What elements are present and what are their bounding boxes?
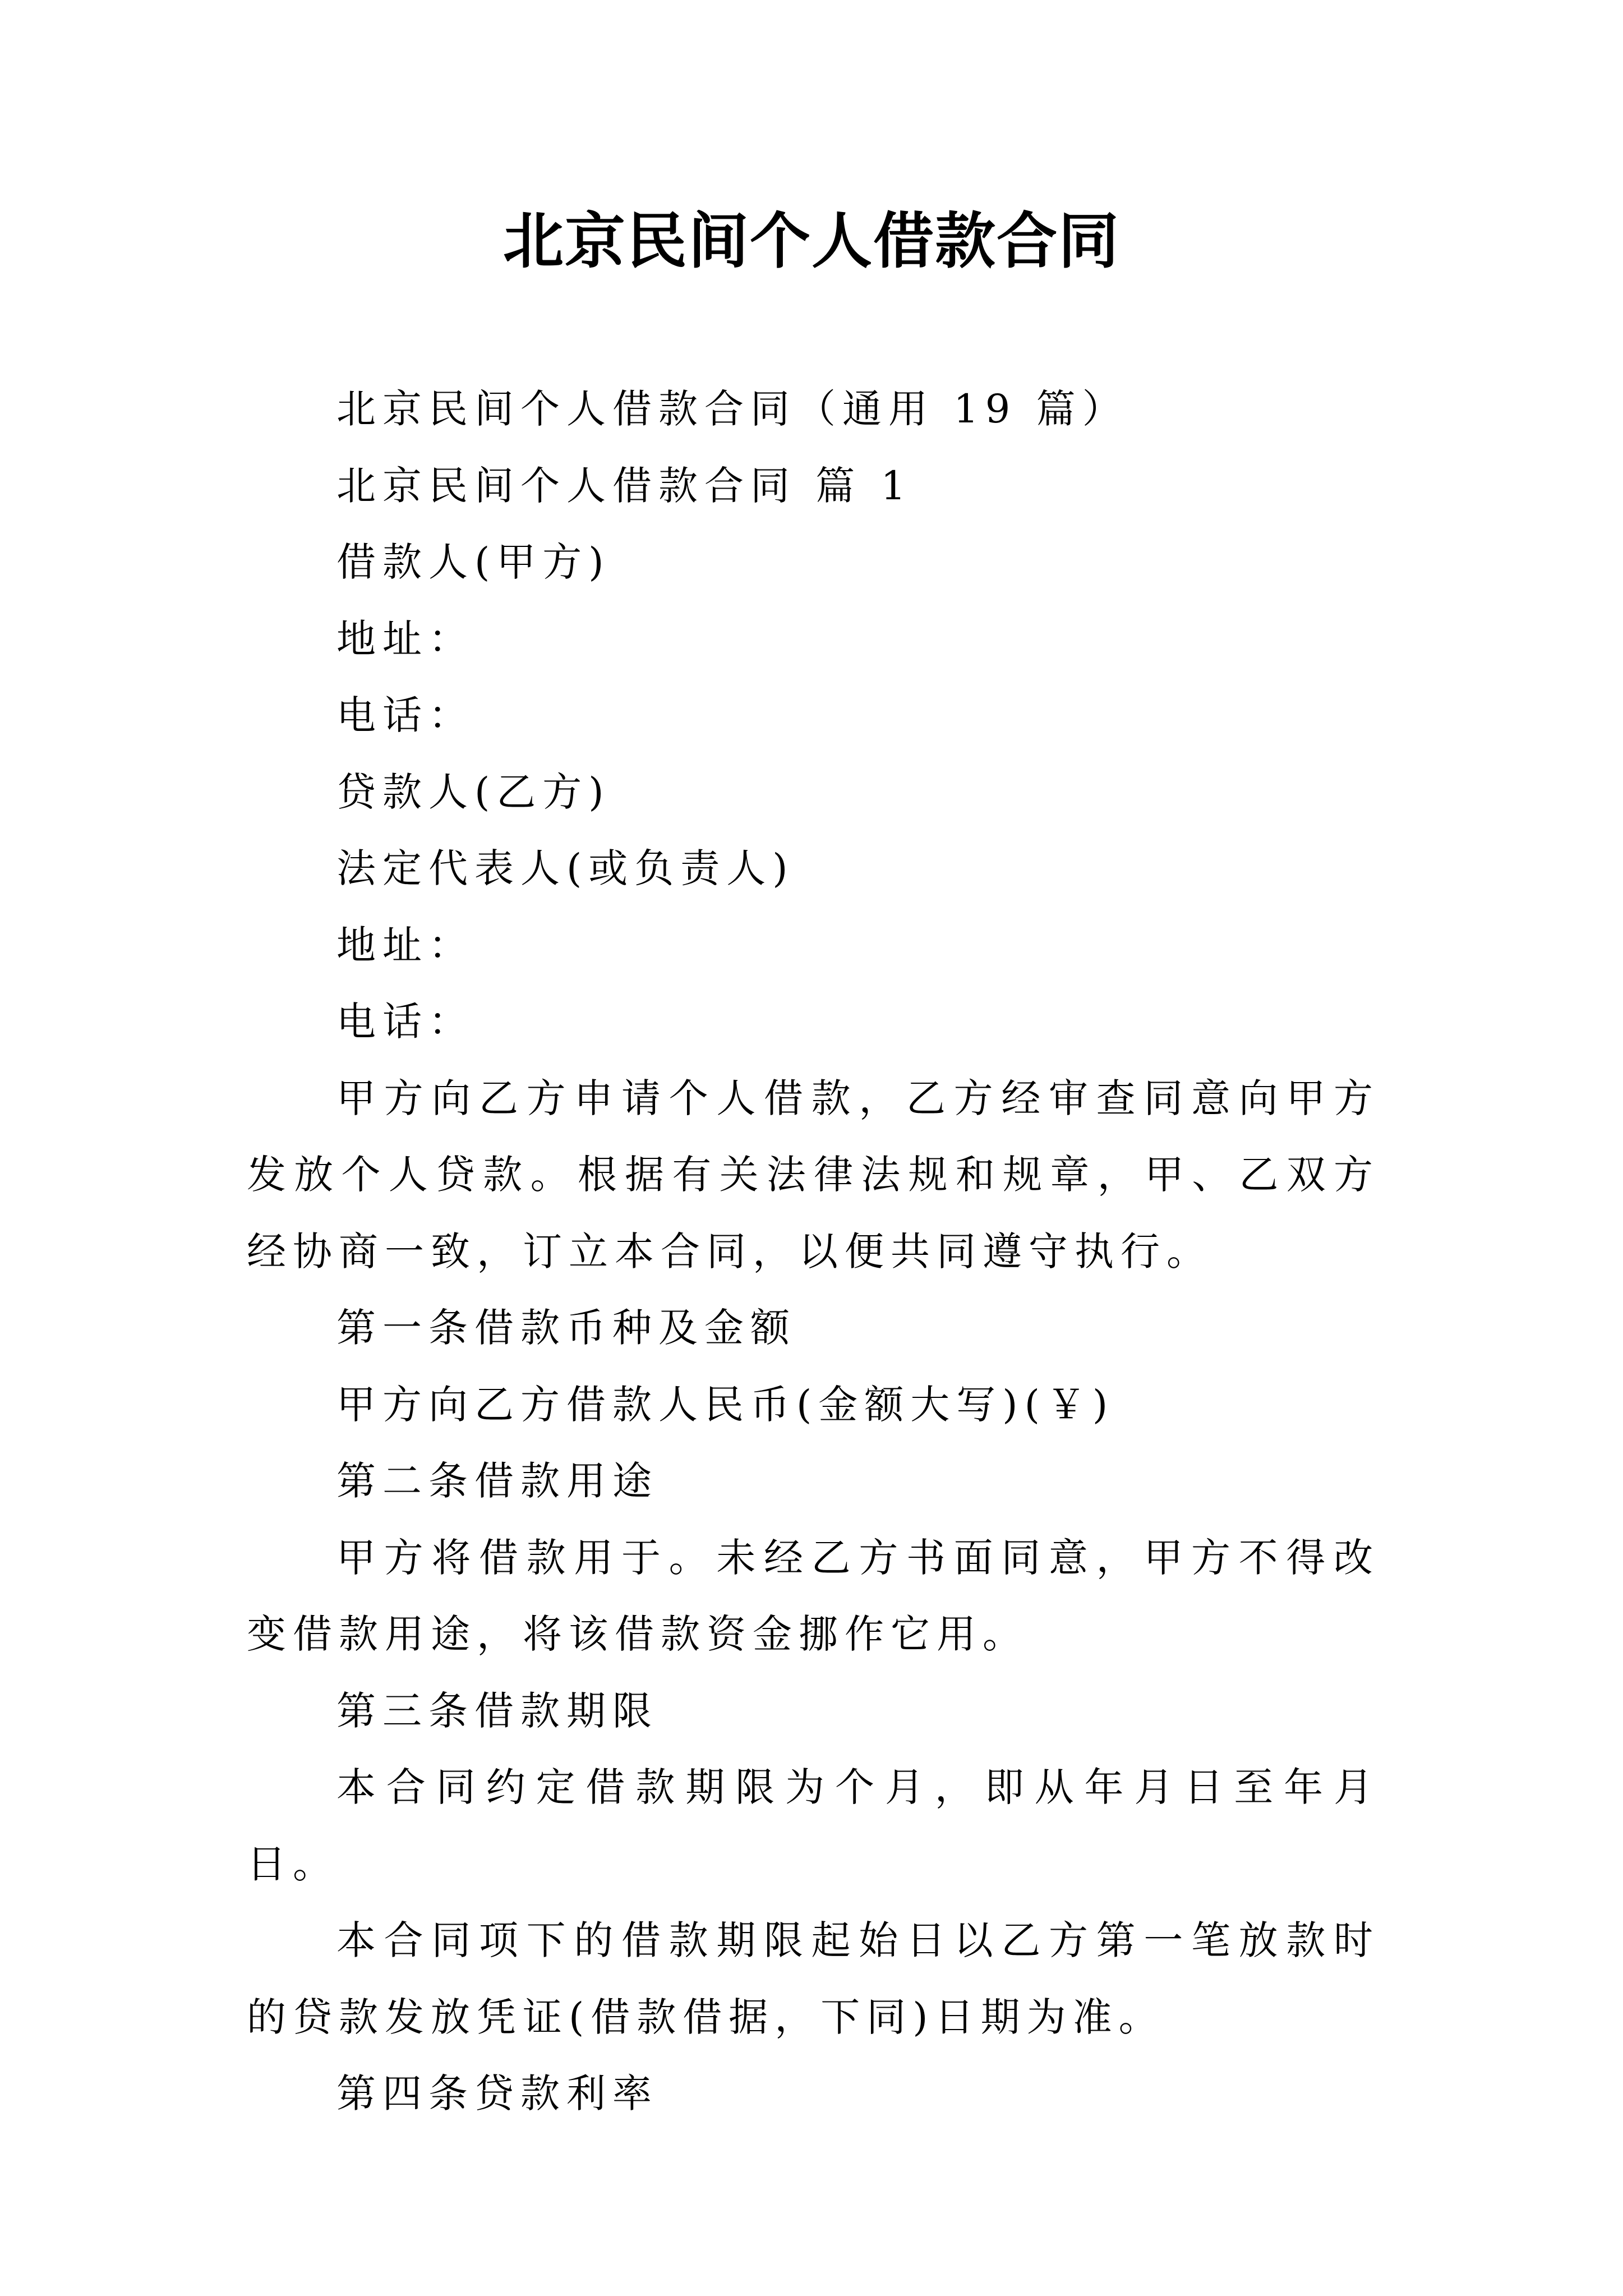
paragraph-lender-phone: 电话： <box>336 999 474 1045</box>
paragraph-section-heading: 北京民间个人借款合同 篇 1 <box>336 462 913 509</box>
paragraph-article-3-body-2: 本合同项下的借款期限起始日以乙方第一笔放款时的贷款发放凭证(借款借据，下同)日期为准。 <box>247 1917 1380 2040</box>
paragraph-preamble: 甲方向乙方申请个人借款，乙方经审查同意向甲方发放个人贷款。根据有关法律法规和规章，甲、乙双方经协商一致，订立本合同，以便共同遵守执行。 <box>247 1075 1380 1274</box>
paragraph-borrower: 借款人(甲方) <box>336 539 611 585</box>
paragraph-borrower-address: 地址： <box>336 615 474 662</box>
paragraph-borrower-phone: 电话： <box>336 692 474 738</box>
paragraph-legal-representative: 法定代表人(或负责人) <box>336 845 795 891</box>
document-title: 北京民间个人借款合同 <box>502 206 1120 277</box>
paragraph-article-2-body: 甲方将借款用于。未经乙方书面同意，甲方不得改变借款用途，将该借款资金挪作它用。 <box>247 1534 1380 1657</box>
paragraph-lender: 贷款人(乙方) <box>336 769 611 815</box>
paragraph-lender-address: 地址： <box>336 922 474 968</box>
paragraph-article-1-body: 甲方向乙方借款人民币(金额大写)(￥) <box>336 1381 1115 1428</box>
paragraph-article-1-heading: 第一条借款币种及金额 <box>336 1305 796 1351</box>
paragraph-article-3-body-1: 本合同约定借款期限为个月，即从年月日至年月日。 <box>247 1764 1380 1887</box>
paragraph-article-2-heading: 第二条借款用途 <box>336 1458 658 1504</box>
paragraph-article-3-heading: 第三条借款期限 <box>336 1687 658 1734</box>
paragraph-article-4-heading: 第四条贷款利率 <box>336 2070 658 2116</box>
document-body <box>247 371 1380 2132</box>
paragraph-subtitle: 北京民间个人借款合同（通用 19 篇） <box>336 386 1128 432</box>
